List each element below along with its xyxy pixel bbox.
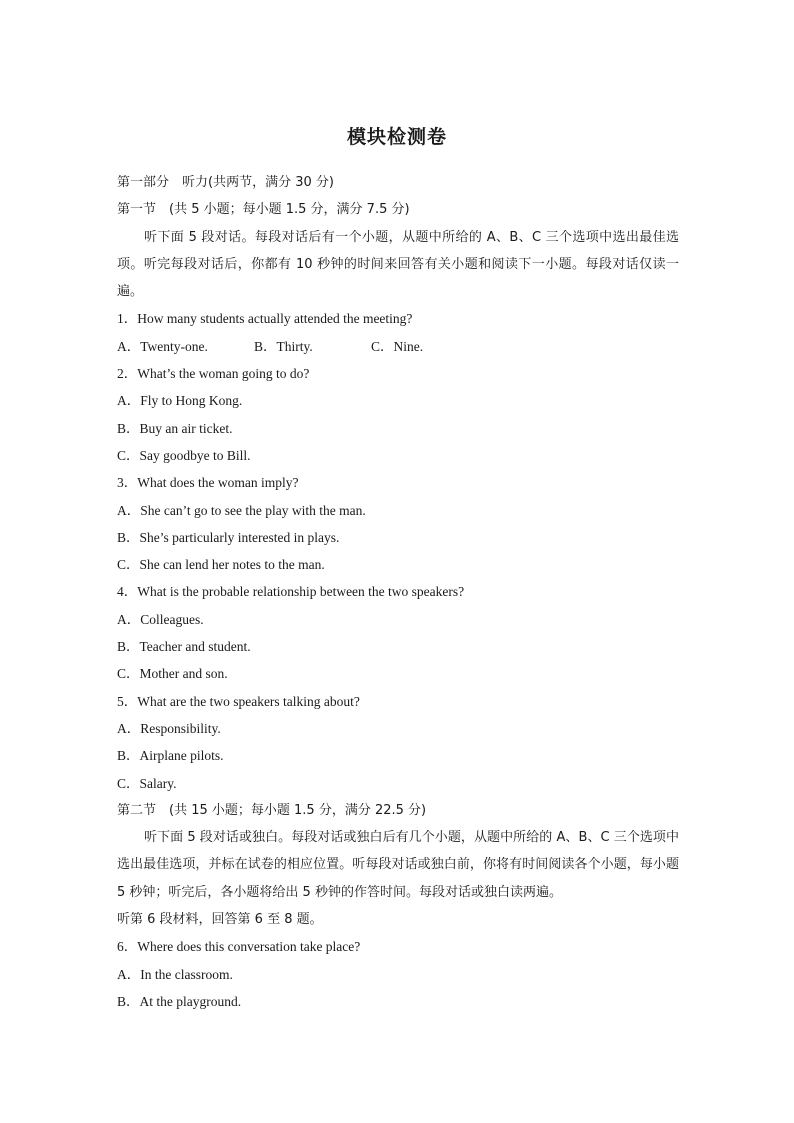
section1-instructions: 听下面 5 段对话。每段对话后有一个小题，从题中所给的 A、B、C 三个选项中选出最佳选项。听完每段对话后，你都有 10 秒钟的时间来回答有关小题和阅读下一小题。每段对话仅读一遍。 — [117, 229, 679, 300]
option-c: C．Say goodbye to Bill. — [117, 447, 251, 463]
exam-content — [117, 169, 679, 1015]
option-b: B．Buy an air ticket. — [117, 420, 233, 436]
option-b: B．At the playground. — [117, 993, 242, 1009]
option-a: A．Fly to Hong Kong. — [117, 393, 243, 409]
section2-header: 第二节 (共 15 小题；每小题 1.5 分，满分 22.5 分) — [117, 802, 427, 818]
option-c: C．Nine. — [371, 338, 424, 354]
question-stem: 3．What does the woman imply? — [117, 475, 299, 491]
option-a: A．Colleagues. — [117, 611, 204, 627]
option-a: A．Twenty-one. — [117, 338, 208, 354]
option-a: A．She can’t go to see the play with the man. — [117, 502, 366, 518]
question-stem: 6．Where does this conversation take place? — [117, 939, 361, 955]
question-stem: 1．How many students actually attended the meeting? — [117, 311, 413, 327]
section1-header: 第一节 (共 5 小题；每小题 1.5 分，满分 7.5 分) — [117, 202, 410, 218]
option-b: B．Thirty. — [254, 338, 313, 354]
question-stem: 2．What’s the woman going to do? — [117, 366, 310, 382]
option-b: B．Teacher and student. — [117, 639, 251, 655]
inline-options — [117, 333, 679, 360]
option-a: A．Responsibility. — [117, 720, 221, 736]
option-b: B．Airplane pilots. — [117, 748, 224, 764]
section2-instructions: 听下面 5 段对话或独白。每段对话或独白后有几个小题，从题中所给的 A、B、C 三个选项中选出最佳选项，并标在试卷的相应位置。听每段对话或独白前，你将有时间阅读各个小题，每小题 5 秒钟；听完后，各小题将给出 5 秒钟的作答时间。每段对话或独白读两遍。 — [117, 830, 679, 900]
option-a: A．In the classroom. — [117, 966, 233, 982]
question-stem: 5．What are the two speakers talking about? — [117, 693, 360, 709]
option-c: C．Mother and son. — [117, 666, 228, 682]
part1-header: 第一部分 听力(共两节，满分 30 分) — [117, 175, 334, 190]
option-c: C．Salary. — [117, 775, 177, 791]
question-stem: 4．What is the probable relationship between the two speakers? — [117, 584, 465, 600]
option-b: B．She’s particularly interested in plays. — [117, 529, 340, 545]
page-title: 模块检测卷 — [346, 126, 447, 148]
material-note: 听第 6 段材料，回答第 6 至 8 题。 — [117, 912, 323, 928]
option-c: C．She can lend her notes to the man. — [117, 557, 325, 573]
